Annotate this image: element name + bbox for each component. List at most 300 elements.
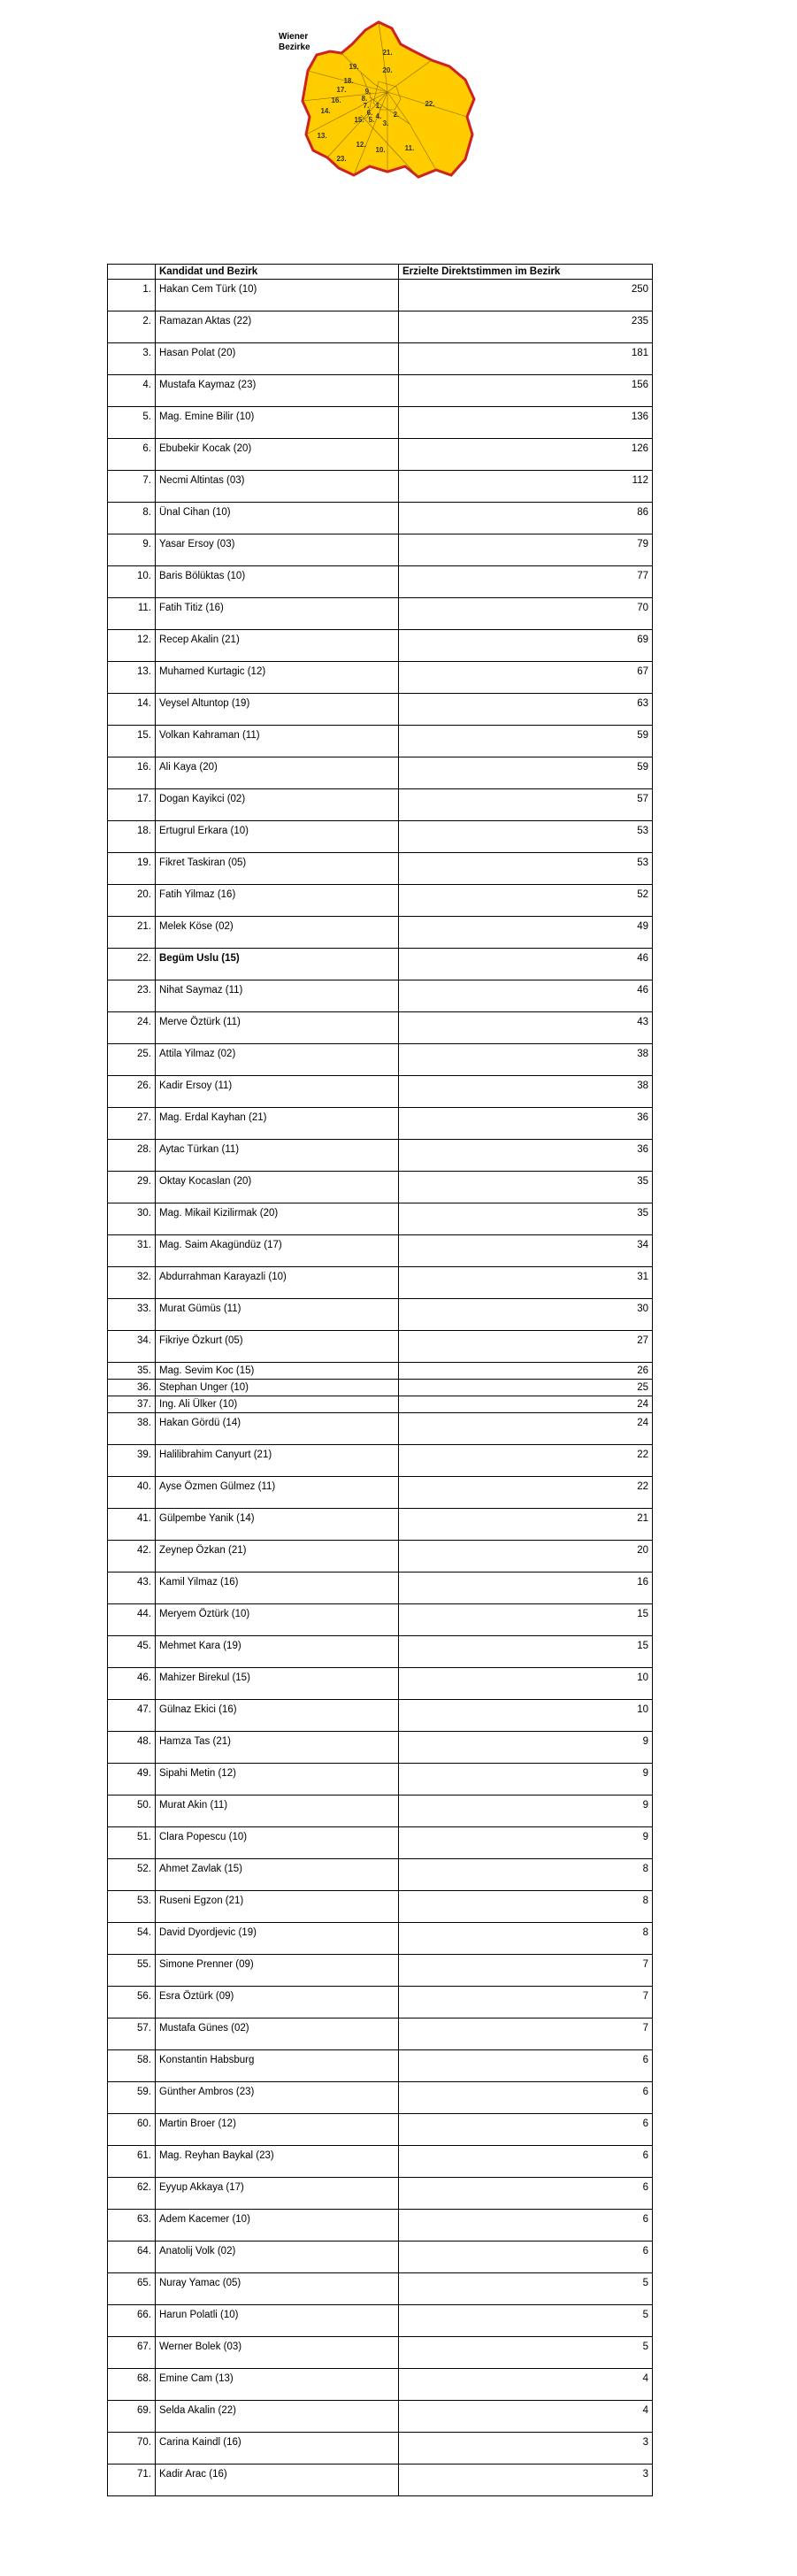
rank-cell: 39. [108,1445,156,1477]
votes-cell: 4 [399,2401,653,2433]
candidate-cell: Simone Prenner (09) [156,1955,399,1987]
table-row [108,949,653,980]
candidate-cell: Mag. Mikail Kizilirmak (20) [156,1203,399,1235]
votes-cell: 6 [399,2082,653,2114]
votes-cell: 31 [399,1267,653,1299]
rank-cell: 64. [108,2242,156,2273]
candidate-cell: Fatih Yilmaz (16) [156,885,399,917]
votes-cell: 136 [399,407,653,439]
candidate-cell: Werner Bolek (03) [156,2337,399,2369]
votes-cell: 35 [399,1172,653,1203]
map-title-line2: Bezirke [279,42,310,52]
table-row [108,1076,653,1108]
votes-cell: 5 [399,2273,653,2305]
votes-cell: 38 [399,1076,653,1108]
table-row [108,1445,653,1477]
rank-cell: 11. [108,598,156,630]
table-row [108,2242,653,2273]
table-row [108,1827,653,1859]
votes-cell: 10 [399,1668,653,1700]
table-row [108,1396,653,1413]
rank-cell: 6. [108,439,156,471]
table-row [108,662,653,694]
votes-cell: 59 [399,757,653,789]
district-label: 2. [393,111,400,119]
votes-cell: 67 [399,662,653,694]
table-row [108,1509,653,1541]
rank-cell: 70. [108,2433,156,2465]
candidate-cell: Hakan Cem Türk (10) [156,280,399,311]
table-row [108,2433,653,2465]
rank-cell: 40. [108,1477,156,1509]
votes-cell: 8 [399,1859,653,1891]
table-row [108,726,653,757]
map-title-line1: Wiener [279,32,309,42]
votes-cell: 4 [399,2369,653,2401]
district-label: 13. [317,132,327,140]
district-label: 10. [375,146,386,154]
candidate-cell: Murat Gümüs (11) [156,1299,399,1331]
votes-cell: 5 [399,2337,653,2369]
candidate-cell: Kadir Ersoy (11) [156,1076,399,1108]
rank-cell: 66. [108,2305,156,2337]
table-row [108,789,653,821]
rank-cell: 24. [108,1012,156,1044]
votes-cell: 126 [399,439,653,471]
votes-cell: 49 [399,917,653,949]
candidate-cell: Gülnaz Ekici (16) [156,1700,399,1732]
candidate-cell: Hamza Tas (21) [156,1732,399,1764]
votes-cell: 8 [399,1923,653,1955]
table-row [108,2337,653,2369]
candidate-cell: Zeynep Özkan (21) [156,1541,399,1573]
rank-cell: 44. [108,1604,156,1636]
candidate-cell: Anatolij Volk (02) [156,2242,399,2273]
votes-cell: 57 [399,789,653,821]
votes-cell: 3 [399,2433,653,2465]
candidate-cell: Sipahi Metin (12) [156,1764,399,1796]
votes-cell: 36 [399,1108,653,1140]
district-label: 17. [336,86,347,94]
votes-cell: 15 [399,1604,653,1636]
header-rank [108,265,156,280]
district-label: 20. [382,66,393,74]
votes-cell: 6 [399,2178,653,2210]
rank-cell: 25. [108,1044,156,1076]
table-row [108,1764,653,1796]
votes-cell: 36 [399,1140,653,1172]
candidate-cell: Attila Yilmaz (02) [156,1044,399,1076]
votes-cell: 15 [399,1636,653,1668]
candidate-cell: Ahmet Zavlak (15) [156,1859,399,1891]
rank-cell: 49. [108,1764,156,1796]
district-label: 5. [368,116,375,124]
candidate-cell: Begüm Uslu (15) [156,949,399,980]
table-row [108,757,653,789]
rank-cell: 32. [108,1267,156,1299]
table-row [108,2146,653,2178]
votes-cell: 27 [399,1331,653,1363]
votes-cell: 156 [399,375,653,407]
rank-cell: 38. [108,1413,156,1445]
rank-cell: 16. [108,757,156,789]
candidate-cell: Veysel Altuntop (19) [156,694,399,726]
rank-cell: 30. [108,1203,156,1235]
votes-cell: 38 [399,1044,653,1076]
rank-cell: 61. [108,2146,156,2178]
table-row [108,1267,653,1299]
candidate-cell: Volkan Kahraman (11) [156,726,399,757]
table-header-row [108,265,653,280]
candidate-cell: Mag. Emine Bilir (10) [156,407,399,439]
votes-cell: 20 [399,1541,653,1573]
candidate-cell: Nuray Yamac (05) [156,2273,399,2305]
votes-cell: 53 [399,821,653,853]
table-row [108,503,653,534]
candidate-cell: Necmi Altintas (03) [156,471,399,503]
rank-cell: 57. [108,2019,156,2050]
candidate-cell: Gülpembe Yanik (14) [156,1509,399,1541]
table-row [108,2465,653,2496]
votes-cell: 112 [399,471,653,503]
district-label: 6. [366,109,373,117]
rank-cell: 2. [108,311,156,343]
district-label: 18. [343,77,354,85]
candidate-cell: Carina Kaindl (16) [156,2433,399,2465]
table-row [108,1413,653,1445]
table-row [108,1859,653,1891]
district-label: 9. [364,88,372,96]
table-row [108,1923,653,1955]
votes-cell: 86 [399,503,653,534]
rank-cell: 54. [108,1923,156,1955]
candidate-cell: Konstantin Habsburg [156,2050,399,2082]
candidate-cell: Ramazan Aktas (22) [156,311,399,343]
district-label: 7. [363,102,370,110]
rank-cell: 41. [108,1509,156,1541]
rank-cell: 14. [108,694,156,726]
table-row [108,1235,653,1267]
table-row [108,2082,653,2114]
rank-cell: 65. [108,2273,156,2305]
votes-cell: 21 [399,1509,653,1541]
rank-cell: 56. [108,1987,156,2019]
votes-cell: 63 [399,694,653,726]
votes-cell: 7 [399,1987,653,2019]
rank-cell: 5. [108,407,156,439]
rank-cell: 15. [108,726,156,757]
rank-cell: 20. [108,885,156,917]
table-row [108,1203,653,1235]
table-row [108,821,653,853]
votes-cell: 46 [399,949,653,980]
candidate-cell: Abdurrahman Karayazli (10) [156,1267,399,1299]
votes-cell: 9 [399,1732,653,1764]
table-row [108,2178,653,2210]
table-row [108,2210,653,2242]
candidate-cell: Nihat Saymaz (11) [156,980,399,1012]
rank-cell: 4. [108,375,156,407]
candidate-cell: Hasan Polat (20) [156,343,399,375]
rank-cell: 8. [108,503,156,534]
candidate-cell: Mag. Sevim Koc (15) [156,1363,399,1380]
candidate-cell: Günther Ambros (23) [156,2082,399,2114]
candidate-cell: Martin Broer (12) [156,2114,399,2146]
rank-cell: 37. [108,1396,156,1413]
votes-cell: 24 [399,1396,653,1413]
candidate-cell: Adem Kacemer (10) [156,2210,399,2242]
votes-cell: 24 [399,1413,653,1445]
candidate-cell: Clara Popescu (10) [156,1827,399,1859]
votes-cell: 22 [399,1445,653,1477]
table-row [108,1636,653,1668]
rank-cell: 3. [108,343,156,375]
district-label: 1. [375,102,382,110]
header-candidate: Kandidat und Bezirk [156,265,399,280]
district-label: 19. [349,63,359,71]
candidate-cell: Hakan Gördü (14) [156,1413,399,1445]
table-row [108,1299,653,1331]
rank-cell: 13. [108,662,156,694]
table-row [108,1573,653,1604]
table-row [108,375,653,407]
votes-cell: 22 [399,1477,653,1509]
candidate-cell: Ing. Ali Ülker (10) [156,1396,399,1413]
table-row [108,1172,653,1203]
votes-cell: 6 [399,2146,653,2178]
rank-cell: 46. [108,1668,156,1700]
vienna-outline [303,22,474,177]
district-label: 14. [320,107,331,115]
table-row [108,1987,653,2019]
table-row [108,2369,653,2401]
rank-cell: 12. [108,630,156,662]
votes-cell: 79 [399,534,653,566]
candidate-cell: Kamil Yilmaz (16) [156,1573,399,1604]
rank-cell: 27. [108,1108,156,1140]
rank-cell: 58. [108,2050,156,2082]
table-row [108,980,653,1012]
table-row [108,1732,653,1764]
candidate-cell: Stephan Unger (10) [156,1380,399,1396]
table-row [108,1700,653,1732]
candidate-cell: Ertugrul Erkara (10) [156,821,399,853]
candidate-cell: Muhamed Kurtagic (12) [156,662,399,694]
candidate-cell: Emine Cam (13) [156,2369,399,2401]
candidate-cell: Kadir Arac (16) [156,2465,399,2496]
table-row [108,1331,653,1363]
rank-cell: 31. [108,1235,156,1267]
table-row [108,2050,653,2082]
votes-cell: 16 [399,1573,653,1604]
rank-cell: 42. [108,1541,156,1573]
votes-cell: 7 [399,2019,653,2050]
rank-cell: 52. [108,1859,156,1891]
votes-cell: 30 [399,1299,653,1331]
votes-cell: 77 [399,566,653,598]
rank-cell: 53. [108,1891,156,1923]
votes-cell: 34 [399,1235,653,1267]
votes-cell: 25 [399,1380,653,1396]
candidate-cell: Oktay Kocaslan (20) [156,1172,399,1203]
votes-cell: 10 [399,1700,653,1732]
district-label: 16. [331,96,341,104]
rank-cell: 7. [108,471,156,503]
table-row [108,1380,653,1396]
candidate-cell: Fikret Taskiran (05) [156,853,399,885]
rank-cell: 62. [108,2178,156,2210]
candidate-cell: Mag. Reyhan Baykal (23) [156,2146,399,2178]
candidate-cell: Eyyup Akkaya (17) [156,2178,399,2210]
rank-cell: 68. [108,2369,156,2401]
candidate-cell: Dogan Kayikci (02) [156,789,399,821]
district-label: 12. [356,141,366,149]
rank-cell: 9. [108,534,156,566]
rank-cell: 33. [108,1299,156,1331]
votes-cell: 5 [399,2305,653,2337]
rank-cell: 71. [108,2465,156,2496]
table-row [108,1668,653,1700]
rank-cell: 67. [108,2337,156,2369]
votes-cell: 3 [399,2465,653,2496]
candidate-cell: Harun Polatli (10) [156,2305,399,2337]
district-label: 22. [425,100,435,108]
votes-cell: 59 [399,726,653,757]
candidate-cell: Selda Akalin (22) [156,2401,399,2433]
rank-cell: 48. [108,1732,156,1764]
candidate-cell: Esra Öztürk (09) [156,1987,399,2019]
table-row [108,1541,653,1573]
rank-cell: 60. [108,2114,156,2146]
table-row [108,598,653,630]
votes-cell: 6 [399,2210,653,2242]
rank-cell: 19. [108,853,156,885]
candidate-cell: Ali Kaya (20) [156,757,399,789]
votes-cell: 46 [399,980,653,1012]
rank-cell: 29. [108,1172,156,1203]
table-row [108,439,653,471]
rank-cell: 18. [108,821,156,853]
rank-cell: 50. [108,1796,156,1827]
results-body [108,280,653,2496]
rank-cell: 23. [108,980,156,1012]
candidate-cell: Meryem Öztürk (10) [156,1604,399,1636]
table-row [108,2019,653,2050]
district-label: 8. [361,95,368,103]
rank-cell: 1. [108,280,156,311]
table-row [108,1108,653,1140]
table-row [108,917,653,949]
district-label: 11. [404,144,415,152]
table-row [108,471,653,503]
rank-cell: 35. [108,1363,156,1380]
district-label: 15. [354,116,364,124]
votes-cell: 9 [399,1796,653,1827]
table-row [108,1604,653,1636]
votes-cell: 235 [399,311,653,343]
rank-cell: 55. [108,1955,156,1987]
district-label: 4. [375,112,382,120]
votes-cell: 69 [399,630,653,662]
candidate-cell: Mag. Saim Akagündüz (17) [156,1235,399,1267]
candidate-cell: Melek Köse (02) [156,917,399,949]
votes-cell: 8 [399,1891,653,1923]
candidate-cell: Aytac Türkan (11) [156,1140,399,1172]
district-label: 23. [336,155,347,163]
table-row [108,630,653,662]
candidate-cell: Ünal Cihan (10) [156,503,399,534]
rank-cell: 21. [108,917,156,949]
table-row [108,407,653,439]
votes-cell: 181 [399,343,653,375]
votes-cell: 9 [399,1764,653,1796]
rank-cell: 34. [108,1331,156,1363]
table-row [108,885,653,917]
votes-cell: 7 [399,1955,653,1987]
table-row [108,1796,653,1827]
candidate-cell: Yasar Ersoy (03) [156,534,399,566]
rank-cell: 10. [108,566,156,598]
votes-cell: 43 [399,1012,653,1044]
votes-cell: 52 [399,885,653,917]
rank-cell: 26. [108,1076,156,1108]
rank-cell: 47. [108,1700,156,1732]
table-row [108,2114,653,2146]
votes-cell: 6 [399,2050,653,2082]
candidate-cell: Merve Öztürk (11) [156,1012,399,1044]
table-row [108,1477,653,1509]
candidate-cell: Ayse Özmen Gülmez (11) [156,1477,399,1509]
table-row [108,343,653,375]
candidate-cell: Fatih Titiz (16) [156,598,399,630]
candidate-cell: Mahizer Birekul (15) [156,1668,399,1700]
candidate-cell: Murat Akin (11) [156,1796,399,1827]
rank-cell: 22. [108,949,156,980]
candidate-cell: Baris Bölüktas (10) [156,566,399,598]
candidate-cell: Mehmet Kara (19) [156,1636,399,1668]
rank-cell: 59. [108,2082,156,2114]
rank-cell: 63. [108,2210,156,2242]
table-row [108,2273,653,2305]
table-row [108,1891,653,1923]
table-row [108,694,653,726]
table-row [108,853,653,885]
votes-cell: 6 [399,2242,653,2273]
table-row [108,1044,653,1076]
candidate-cell: Mag. Erdal Kayhan (21) [156,1108,399,1140]
header-votes: Erzielte Direktstimmen im Bezirk [399,265,653,280]
votes-cell: 26 [399,1363,653,1380]
district-label: 21. [382,49,393,57]
map-title [279,32,310,53]
table-row [108,280,653,311]
votes-cell: 35 [399,1203,653,1235]
votes-cell: 70 [399,598,653,630]
votes-cell: 9 [399,1827,653,1859]
table-row [108,534,653,566]
candidate-cell: Mustafa Kaymaz (23) [156,375,399,407]
candidate-cell: Ruseni Egzon (21) [156,1891,399,1923]
rank-cell: 51. [108,1827,156,1859]
candidate-cell: Fikriye Özkurt (05) [156,1331,399,1363]
votes-cell: 6 [399,2114,653,2146]
table-row [108,1140,653,1172]
candidate-cell: Ebubekir Kocak (20) [156,439,399,471]
table-row [108,1012,653,1044]
candidate-cell: Recep Akalin (21) [156,630,399,662]
candidate-cell: Mustafa Günes (02) [156,2019,399,2050]
table-row [108,2305,653,2337]
